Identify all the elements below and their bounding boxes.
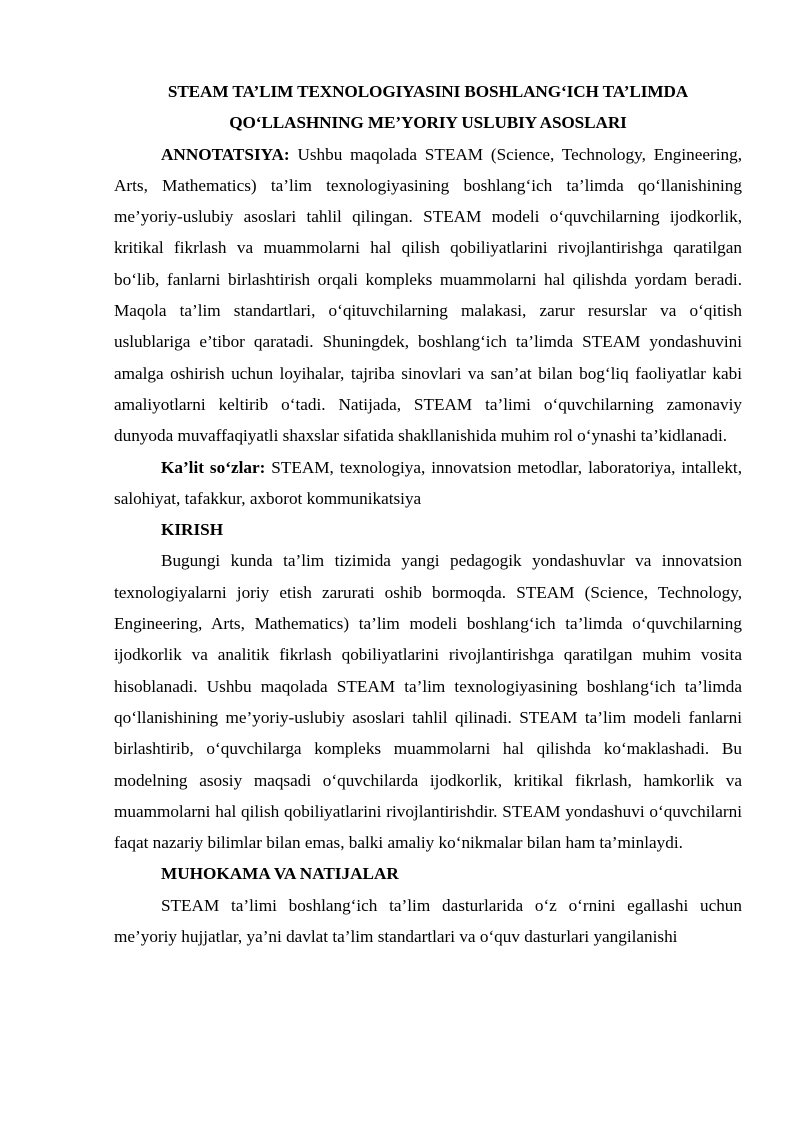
keywords-paragraph — [114, 452, 742, 515]
document-page — [114, 76, 742, 952]
discussion-heading: MUHOKAMA VA NATIJALAR — [161, 864, 399, 884]
title-line-1: STEAM TA’LIM TEXNOLOGIYASINI BOSHLANG‘ICH TA’LIMDA — [167, 82, 689, 101]
keywords-text: STEAM, texnologiya, innovatsion metodlar, laboratoriya, intallekt, salohiyat, tafakkur, axborot kommunikatsiya — [114, 457, 742, 508]
abstract-text: Ushbu maqolada STEAM (Science, Technology, Engineering, Arts, Mathematics) ta’lim texnologiyasining boshlang‘ich ta’limda qo‘llanishining me’yoriy-uslubiy asoslari tahlil qilingan. STEAM modeli o‘quvchilarning ijodkorlik, kritikal fikrlash va muammolarni hal qilish qobiliyatlarini rivojlantirishga qaratilgan bo‘lib, fanlarni birlashtirish orqali kompleks muammolarni hal qilishda yordam beradi. Maqola ta’lim standartlari, o‘qituvchilarning malakasi, zarur resurslar va o‘qitish uslublariga e’tibor qaratadi. Shuningdek, boshlang‘ich ta’limda STEAM yondashuvini amalga oshirish uchun loyihalar, tajriba sinovlari va san’at bilan bog‘liq faoliyatlar kabi amaliyotlarni keltirib o‘tadi. Natijada, STEAM ta’limi o‘quvchilarning zamonaviy dunyoda muvaffaqiyatli shaxslar sifatida shakllanishida muhim rol o‘ynashi ta’kidlanadi. — [114, 144, 743, 446]
abstract-paragraph — [114, 139, 742, 452]
intro-heading: KIRISH — [161, 520, 224, 540]
keywords-label: Ka’lit so‘zlar: — [161, 457, 266, 477]
abstract-label: ANNOTATSIYA: — [161, 144, 290, 164]
intro-paragraph: Bugungi kunda ta’lim tizimida yangi pedagogik yondashuvlar va innovatsion texnologiyalarni joriy etish zarurati oshib bormoqda. STEAM (Science, Technology, Engineering, Arts, Mathematics) ta’lim modeli boshlang‘ich ta’limda o‘quvchilarning ijodkorlik va analitik fikrlash qobiliyatlarini rivojlantirishga qaratilgan muhim vosita hisoblanadi. Ushbu maqolada STEAM ta’lim texnologiyasining boshlang‘ich ta’limda qo‘llanishining me’yoriy-uslubiy asoslari tahlil qilinadi. STEAM ta’lim modeli fanlarni birlashtirib, o‘quvchilarga kompleks muammolarni hal qilishda ko‘maklashadi. Bu modelning asosiy maqsadi o‘quvchilarda ijodkorlik, kritikal fikrlash, hamkorlik va muammolarni hal qilish qobiliyatlarini rivojlantirishdir. STEAM yondashuvi o‘quvchilarni faqat nazariy bilimlar bilan emas, balki amaliy ko‘nikmalar bilan ham ta’minlaydi. — [114, 551, 742, 853]
discussion-paragraph: STEAM ta’limi boshlang‘ich ta’lim dasturlarida o‘z o‘rnini egallashi uchun me’yoriy hujjatlar, ya’ni davlat ta’lim standartlari va o‘quv dasturlari yangilanishi — [114, 895, 742, 947]
title-line-2: QO‘LLASHNING ME’YORIY USLUBIY ASOSLARI — [229, 113, 627, 133]
